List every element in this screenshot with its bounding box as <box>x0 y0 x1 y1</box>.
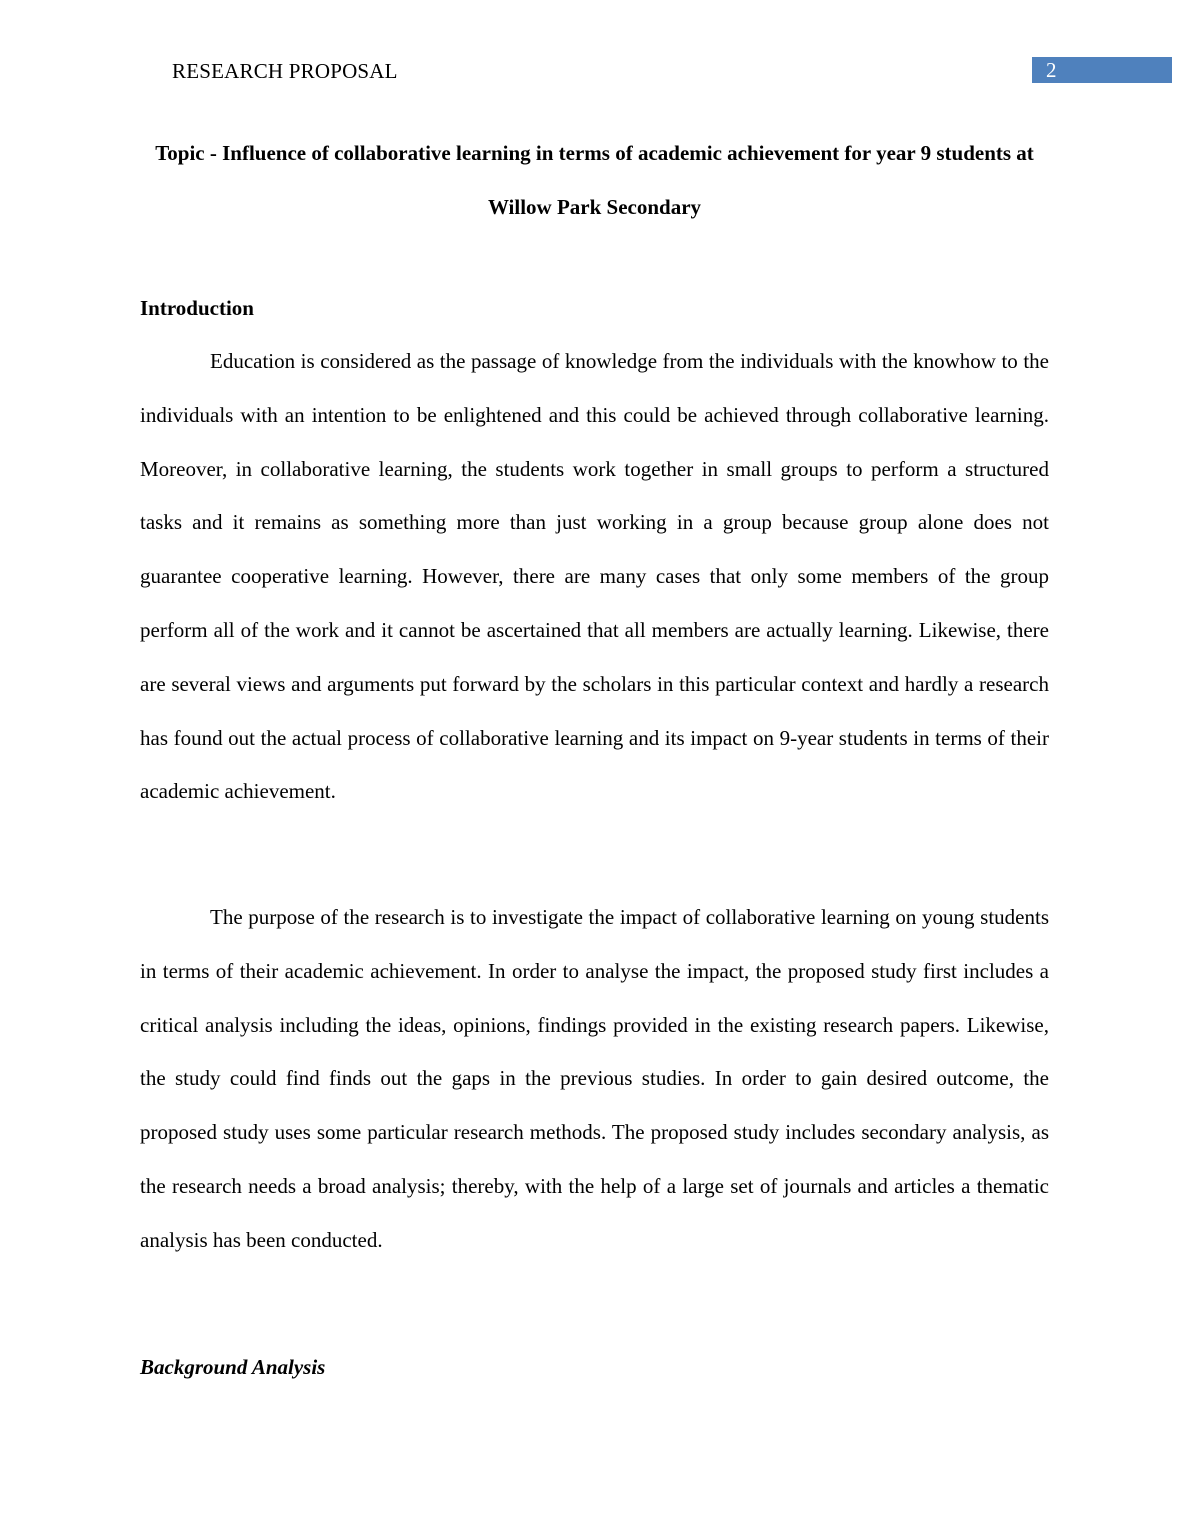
body-paragraph: The purpose of the research is to investigate the impact of collaborative learning on young students in terms of their academic achievement. In order to analyse the impact, the proposed study first includes a critical analysis including the ideas, opinions, findings provided in the existing research papers. Likewise, the study could find finds out the gaps in the previous studies. In order to gain desired outcome, the proposed study uses some particular research methods. The proposed study includes secondary analysis, as the research needs a broad analysis; thereby, with the help of a large set of journals and articles a thematic analysis has been conducted. <box>140 905 1049 1252</box>
section-heading-background-analysis: Background Analysis <box>140 1355 326 1379</box>
page-number: 2 <box>1046 58 1057 82</box>
body-paragraph: Education is considered as the passage of knowledge from the individuals with the knowhow to the individuals with an intention to be enlightened and this could be achieved through collaborative learning. Moreover, in collaborative learning, the students work together in small groups to perform a structured tasks and it remains as something more than just working in a group because group alone does not guarantee cooperative learning. However, there are many cases that only some members of the group perform all of the work and it cannot be ascertained that all members are actually learning. Likewise, there are several views and arguments put forward by the scholars in this particular context and hardly a research has found out the actual process of collaborative learning and its impact on 9-year students in terms of their academic achievement. <box>140 349 1049 804</box>
running-head: RESEARCH PROPOSAL <box>172 59 398 83</box>
document-title: Topic - Influence of collaborative learning in terms of academic achievement for year 9 students at Willow Park Secondary <box>155 141 1034 219</box>
page-number-box <box>1032 57 1172 83</box>
section-heading-introduction: Introduction <box>140 296 254 320</box>
